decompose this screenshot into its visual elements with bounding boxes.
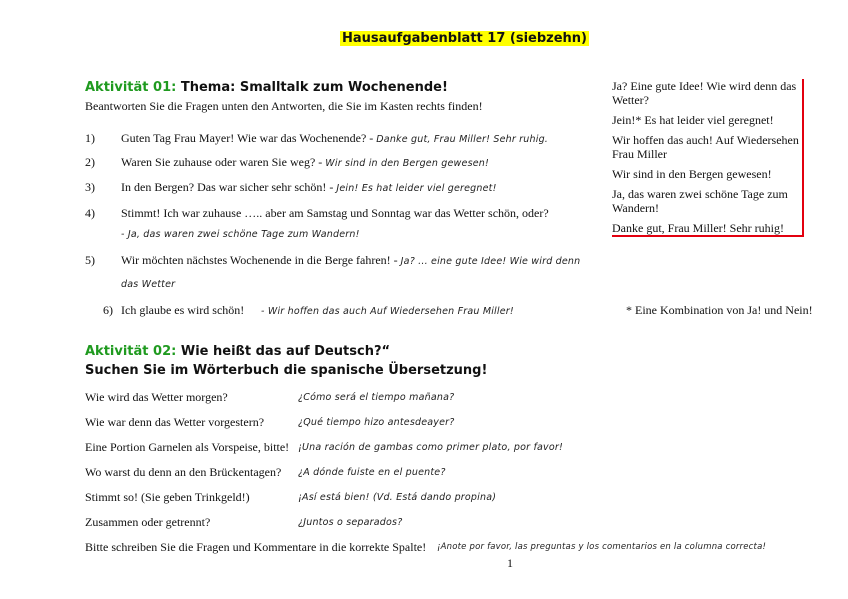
item-answer: Jein! Es hat leider viel geregnet! (336, 183, 497, 194)
answer-option: Wir hoffen das auch! Auf Wiedersehen Frau Miller (612, 133, 799, 161)
footnote: * Eine Kombination von Ja! und Nein! (626, 303, 813, 317)
list-item (85, 180, 497, 195)
row-es: ¿A dónde fuiste en el puente? (298, 467, 446, 478)
row-es: ¡Anote por favor, las preguntas y los comentarios en la columna correcta! (437, 542, 767, 552)
page-number: 1 (507, 556, 513, 570)
item-answer: - Wir hoffen das auch Auf Wiedersehen Frau Miller! (261, 306, 514, 317)
list-item (85, 131, 548, 146)
row-es: ¡Así está bien! (Vd. Está dando propina) (298, 492, 497, 503)
answer-option: Ja? Eine gute Idee! Wie wird denn das Wetter? (612, 79, 797, 107)
activity2-theme: Wie heißt das auf Deutsch?“ (180, 344, 391, 359)
item-question: In den Bergen? Das war sicher sehr schön! - (121, 180, 334, 194)
activity1-label: Aktivität 01: (85, 80, 177, 95)
answer-box (612, 79, 804, 237)
item-number: 6) (103, 303, 113, 317)
row-de: Zusammen oder getrennt? (85, 515, 211, 529)
row-es: ¿Qué tiempo hizo antesdeayer? (298, 417, 455, 428)
item-number: 5) (85, 253, 95, 267)
item-question: Wir möchten nächstes Wochenende in die Berge fahren! - (121, 253, 398, 267)
answer-option: Jein!* Es hat leider viel geregnet! (612, 113, 774, 127)
row-de: Eine Portion Garnelen als Vorspeise, bitte! (85, 440, 290, 454)
item-answer: Ja? ... eine gute Idee! Wie wird denn (400, 256, 581, 267)
row-de: Wie war denn das Wetter vorgestern? (85, 415, 265, 429)
item-answer-continued: das Wetter (121, 279, 176, 290)
activity2-heading (85, 344, 390, 359)
item-answer: Danke gut, Frau Miller! Sehr ruhig. (376, 134, 549, 145)
item-number: 4) (85, 206, 95, 220)
row-de: Wie wird das Wetter morgen? (85, 390, 228, 404)
item-question: Guten Tag Frau Mayer! Wie war das Wochenende? - (121, 131, 374, 145)
item-question: Waren Sie zuhause oder waren Sie weg? - (121, 155, 323, 169)
activity2-label: Aktivität 02: (85, 344, 177, 359)
item-question: Stimmt! Ich war zuhause ….. aber am Samstag und Sonntag war das Wetter schön, oder? (121, 206, 549, 220)
item-answer: - Ja, das waren zwei schöne Tage zum Wandern! (121, 229, 360, 240)
list-item (85, 253, 580, 268)
row-es: ¿Cómo será el tiempo mañana? (298, 392, 455, 403)
row-de: Bitte schreiben Sie die Fragen und Kommentare in die korrekte Spalte! (85, 540, 427, 554)
item-number: 2) (85, 155, 95, 169)
list-item (85, 155, 489, 170)
row-es: ¿Juntos o separados? (298, 517, 403, 528)
list-item (85, 206, 549, 221)
row-de: Wo warst du denn an den Brückentagen? (85, 465, 282, 479)
answer-option: Wir sind in den Bergen gewesen! (612, 167, 772, 181)
activity2-subtitle: Suchen Sie im Wörterbuch die spanische Übersetzung! (85, 363, 488, 378)
item-number: 3) (85, 180, 95, 194)
activity1-instruction: Beantworten Sie die Fragen unten den Antworten, die Sie im Kasten rechts finden! (85, 99, 483, 113)
answer-option: Danke gut, Frau Miller! Sehr ruhig! (612, 221, 784, 235)
answer-option: Ja, das waren zwei schöne Tage zum Wandern! (612, 187, 788, 215)
activity1-heading (85, 80, 448, 95)
list-item (103, 303, 514, 318)
page-title: Hausaufgabenblatt 17 (siebzehn) (342, 31, 587, 46)
row-es: ¡Una ración de gambas como primer plato, por favor! (298, 442, 563, 453)
item-answer: Wir sind in den Bergen gewesen! (325, 158, 489, 169)
activity1-theme: Thema: Smalltalk zum Wochenende! (180, 80, 448, 95)
item-question: Ich glaube es wird schön! (121, 303, 245, 317)
item-number: 1) (85, 131, 95, 145)
row-de: Stimmt so! (Sie geben Trinkgeld!) (85, 490, 250, 504)
